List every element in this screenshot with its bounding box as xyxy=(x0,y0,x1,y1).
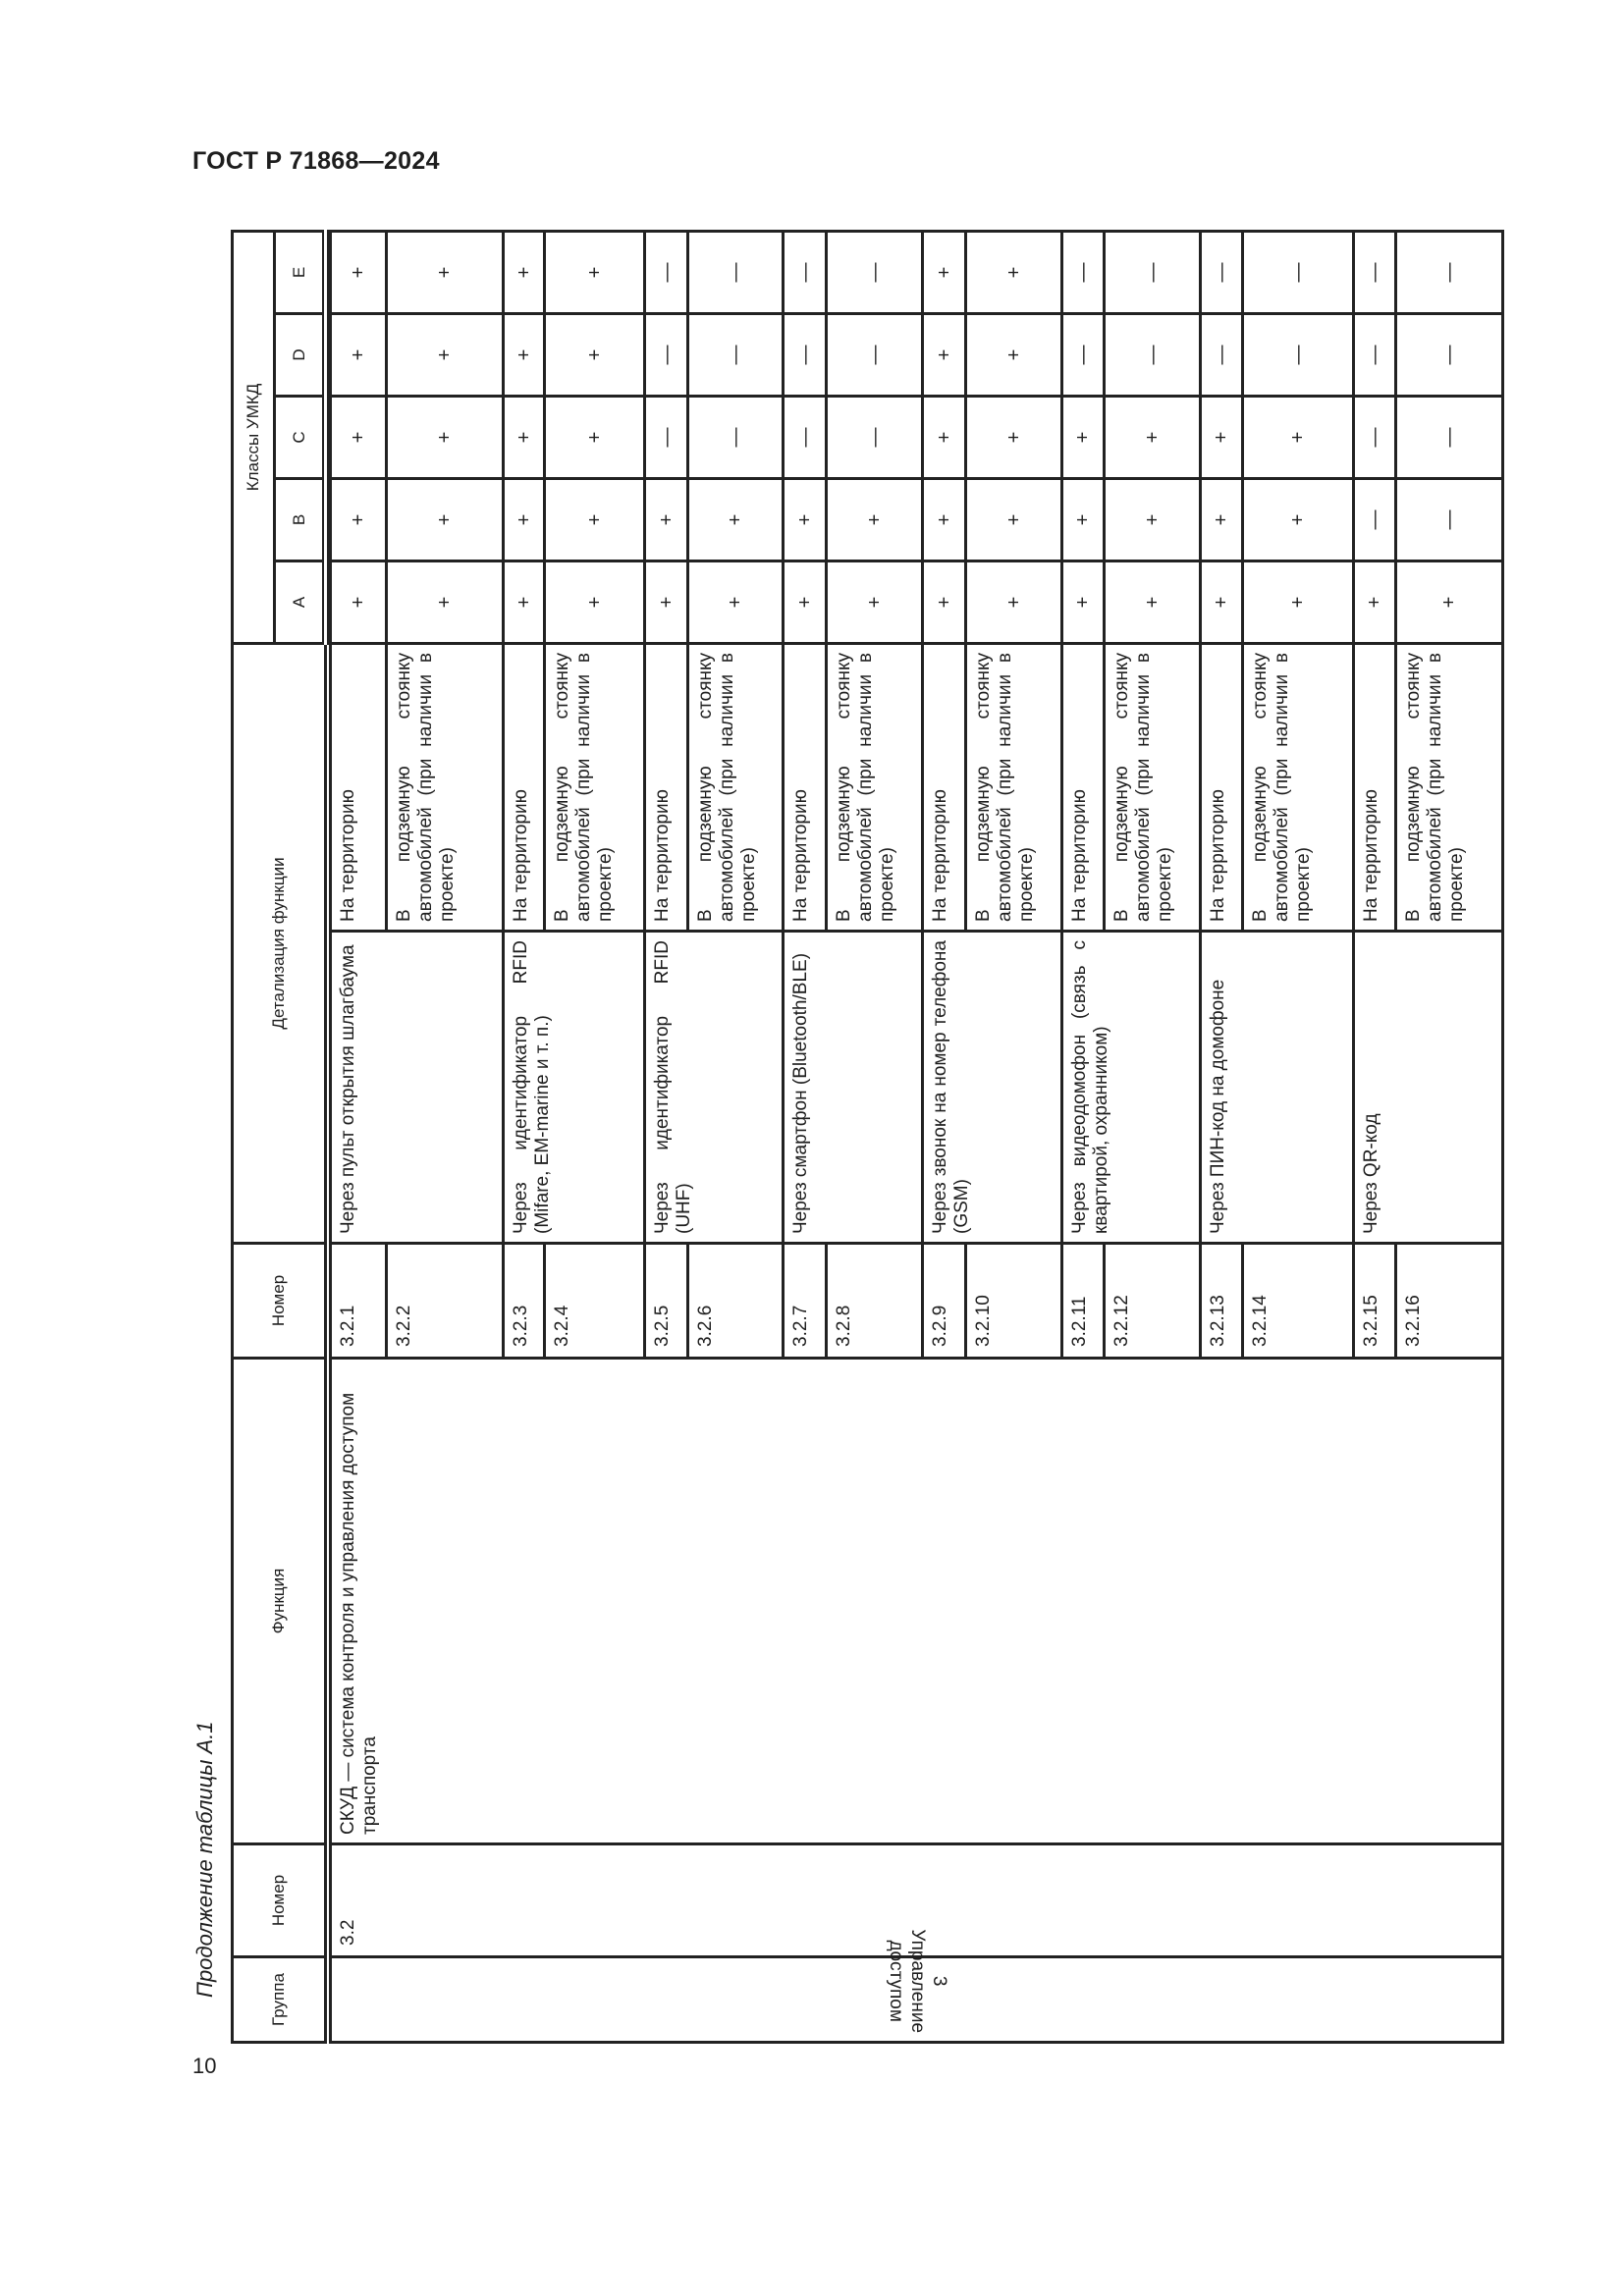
function-number: 3.2 xyxy=(331,1844,1503,1957)
class-mark-a: + xyxy=(645,561,688,643)
class-mark-d: — xyxy=(1396,313,1503,396)
row-number: 3.2.11 xyxy=(1062,1244,1105,1359)
class-mark-b: + xyxy=(784,478,827,561)
class-mark-d: + xyxy=(331,313,387,396)
class-mark-c: — xyxy=(1354,396,1396,478)
class-mark-b: + xyxy=(688,478,784,561)
class-mark-e: + xyxy=(386,231,503,313)
class-mark-e: + xyxy=(503,231,545,313)
page-number: 10 xyxy=(192,2054,217,2078)
class-mark-b: + xyxy=(966,478,1062,561)
class-mark-a: + xyxy=(827,561,923,643)
class-mark-a: + xyxy=(1105,561,1201,643)
method-label: Через идентификатор RFID (Mifare, EM-marine и т. п.) xyxy=(503,932,644,1244)
class-mark-a: + xyxy=(688,561,784,643)
class-mark-a: + xyxy=(966,561,1062,643)
row-number: 3.2.7 xyxy=(784,1244,827,1359)
class-mark-e: — xyxy=(1243,231,1354,313)
class-mark-b: + xyxy=(1105,478,1201,561)
class-mark-a: + xyxy=(1396,561,1503,643)
class-mark-a: + xyxy=(923,561,966,643)
class-mark-c: + xyxy=(966,396,1062,478)
class-mark-c: + xyxy=(923,396,966,478)
class-mark-c: — xyxy=(827,396,923,478)
header-class-b: B xyxy=(275,478,326,561)
header-sub-number: Номер xyxy=(233,1244,326,1359)
class-mark-a: + xyxy=(1243,561,1354,643)
class-mark-a: + xyxy=(331,561,387,643)
method-label: Через QR-код xyxy=(1354,932,1503,1244)
header-class-d: D xyxy=(275,313,326,396)
row-number: 3.2.10 xyxy=(966,1244,1062,1359)
class-mark-d: — xyxy=(1201,313,1243,396)
class-mark-d: — xyxy=(645,313,688,396)
method-label: Через звонок на номер телефона (GSM) xyxy=(923,932,1062,1244)
row-number: 3.2.5 xyxy=(645,1244,688,1359)
row-number: 3.2.9 xyxy=(923,1244,966,1359)
class-mark-e: — xyxy=(645,231,688,313)
class-mark-c: — xyxy=(1396,396,1503,478)
class-mark-b: + xyxy=(1062,478,1105,561)
class-mark-b: + xyxy=(503,478,545,561)
class-mark-a: + xyxy=(503,561,545,643)
class-mark-b: — xyxy=(1354,478,1396,561)
class-mark-d: + xyxy=(923,313,966,396)
class-mark-a: + xyxy=(1062,561,1105,643)
row-detail: На территорию xyxy=(503,643,545,931)
row-number: 3.2.3 xyxy=(503,1244,545,1359)
class-mark-c: + xyxy=(1105,396,1201,478)
row-detail: В подземную стоянку автомобилей (при наличии в проекте) xyxy=(827,643,923,931)
class-mark-c: + xyxy=(1243,396,1354,478)
class-mark-a: + xyxy=(784,561,827,643)
table-row xyxy=(331,231,387,2042)
class-mark-c: + xyxy=(386,396,503,478)
header-class-e: E xyxy=(275,231,326,313)
row-detail: На территорию xyxy=(1354,643,1396,931)
class-mark-e: — xyxy=(1105,231,1201,313)
header-class-a: A xyxy=(275,561,326,643)
class-mark-d: — xyxy=(1243,313,1354,396)
class-mark-d: — xyxy=(1105,313,1201,396)
class-mark-d: + xyxy=(386,313,503,396)
class-mark-a: + xyxy=(386,561,503,643)
row-detail: В подземную стоянку автомобилей (при наличии в проекте) xyxy=(1243,643,1354,931)
class-mark-e: — xyxy=(688,231,784,313)
class-mark-e: — xyxy=(784,231,827,313)
class-mark-b: + xyxy=(827,478,923,561)
method-label: Через идентификатор RFID (UHF) xyxy=(645,932,784,1244)
method-label: Через пульт открытия шлагбаума xyxy=(331,932,504,1244)
class-mark-e: + xyxy=(545,231,645,313)
class-mark-d: — xyxy=(1062,313,1105,396)
function-name: СКУД — система контроля и управления доступом транспорта xyxy=(331,1359,1503,1844)
class-mark-b: + xyxy=(645,478,688,561)
row-number: 3.2.8 xyxy=(827,1244,923,1359)
row-number: 3.2.15 xyxy=(1354,1244,1396,1359)
method-label: Через видеодомофон (связь с квартирой, охранником) xyxy=(1062,932,1201,1244)
row-number: 3.2.13 xyxy=(1201,1244,1243,1359)
class-mark-a: + xyxy=(545,561,645,643)
row-detail: В подземную стоянку автомобилей (при наличии в проекте) xyxy=(1396,643,1503,931)
class-mark-c: — xyxy=(784,396,827,478)
class-mark-b: + xyxy=(1201,478,1243,561)
header-classes: Классы УМКД xyxy=(233,231,275,643)
row-number: 3.2.4 xyxy=(545,1244,645,1359)
class-mark-b: + xyxy=(545,478,645,561)
class-mark-e: — xyxy=(1201,231,1243,313)
row-detail: На территорию xyxy=(1201,643,1243,931)
class-mark-c: + xyxy=(1201,396,1243,478)
class-mark-d: — xyxy=(688,313,784,396)
class-mark-d: + xyxy=(545,313,645,396)
group-label: 3 Управление доступом xyxy=(885,1929,949,2034)
row-number: 3.2.6 xyxy=(688,1244,784,1359)
class-mark-c: — xyxy=(645,396,688,478)
class-mark-b: + xyxy=(1243,478,1354,561)
class-mark-c: + xyxy=(545,396,645,478)
class-mark-a: + xyxy=(1354,561,1396,643)
class-mark-b: + xyxy=(386,478,503,561)
row-detail: В подземную стоянку автомобилей (при наличии в проекте) xyxy=(688,643,784,931)
class-mark-a: + xyxy=(1201,561,1243,643)
method-label: Через ПИН-код на домофоне xyxy=(1201,932,1354,1244)
class-mark-b: + xyxy=(923,478,966,561)
row-detail: На территорию xyxy=(331,643,387,931)
class-mark-d: — xyxy=(1354,313,1396,396)
class-mark-b: — xyxy=(1396,478,1503,561)
header-number: Номер xyxy=(233,1844,326,1957)
class-mark-c: + xyxy=(1062,396,1105,478)
row-detail: В подземную стоянку автомобилей (при наличии в проекте) xyxy=(545,643,645,931)
table-body xyxy=(331,231,1503,2042)
row-number: 3.2.2 xyxy=(386,1244,503,1359)
header-class-c: C xyxy=(275,396,326,478)
class-mark-e: + xyxy=(923,231,966,313)
row-detail: В подземную стоянку автомобилей (при наличии в проекте) xyxy=(966,643,1062,931)
class-mark-c: + xyxy=(331,396,387,478)
class-mark-e: + xyxy=(331,231,387,313)
class-mark-d: — xyxy=(827,313,923,396)
row-number: 3.2.16 xyxy=(1396,1244,1503,1359)
class-mark-e: — xyxy=(1062,231,1105,313)
class-mark-e: — xyxy=(1396,231,1503,313)
class-mark-d: — xyxy=(784,313,827,396)
table-caption: Продолжение таблицы А.1 xyxy=(192,1721,217,1998)
class-mark-d: + xyxy=(966,313,1062,396)
row-detail: На территорию xyxy=(1062,643,1105,931)
row-detail: В подземную стоянку автомобилей (при наличии в проекте) xyxy=(386,643,503,931)
header-detail: Детализация функции xyxy=(233,643,326,1243)
row-detail: В подземную стоянку автомобилей (при наличии в проекте) xyxy=(1105,643,1201,931)
class-mark-e: + xyxy=(966,231,1062,313)
method-label: Через смартфон (Bluetooth/BLE) xyxy=(784,932,923,1244)
umkd-classes-table xyxy=(231,230,1504,2044)
row-number: 3.2.14 xyxy=(1243,1244,1354,1359)
row-detail: На территорию xyxy=(784,643,827,931)
header-group: Группа xyxy=(233,1957,326,2043)
document-header: ГОСТ Р 71868—2024 xyxy=(192,147,440,175)
class-mark-c: + xyxy=(503,396,545,478)
header-function: Функция xyxy=(233,1359,326,1844)
class-mark-c: — xyxy=(688,396,784,478)
class-mark-d: + xyxy=(503,313,545,396)
row-number: 3.2.12 xyxy=(1105,1244,1201,1359)
row-detail: На территорию xyxy=(645,643,688,931)
row-detail: На территорию xyxy=(923,643,966,931)
table-container xyxy=(231,233,1504,2044)
row-number: 3.2.1 xyxy=(331,1244,387,1359)
class-mark-e: — xyxy=(827,231,923,313)
class-mark-b: + xyxy=(331,478,387,561)
class-mark-e: — xyxy=(1354,231,1396,313)
